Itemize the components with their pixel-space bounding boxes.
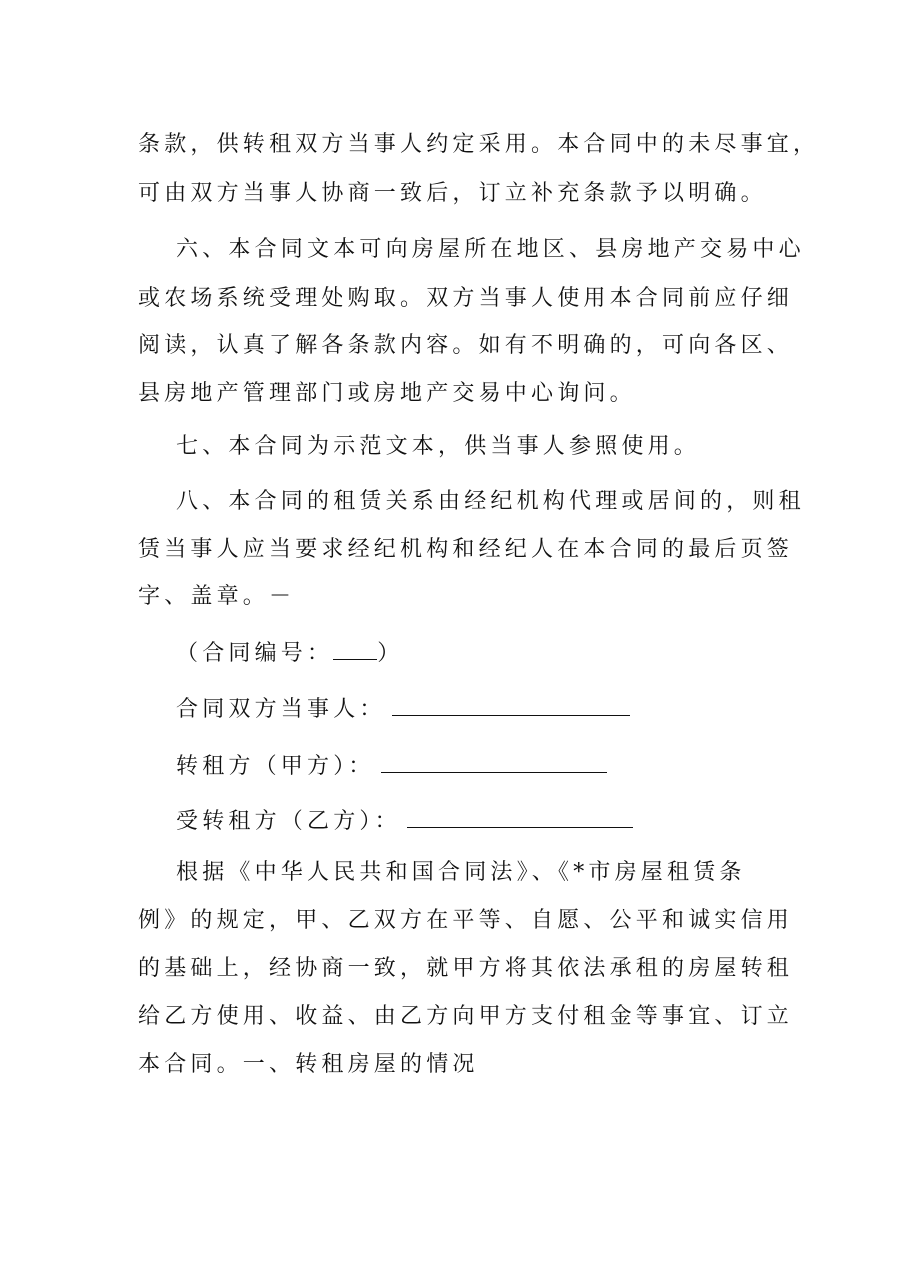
paragraph-line: 阅读，认真了解各条款内容。如有不明确的，可向各区、 <box>138 333 794 358</box>
lessor-line <box>176 750 607 781</box>
clause-eight-line: 八、本合同的租赁关系由经纪机构代理或居间的，则租 <box>176 489 805 514</box>
parties-label: 合同双方当事人： <box>176 697 386 722</box>
lessor-label: 转租方（甲方）： <box>176 754 375 779</box>
paragraph-line: 给乙方使用、收益、由乙方向甲方支付租金等事宜、订立 <box>138 1004 794 1029</box>
contract-number-suffix: ） <box>377 641 404 666</box>
paragraph-line: 例》的规定，甲、乙双方在平等、自愿、公平和诚实信用 <box>138 908 794 933</box>
clause-seven-line: 七、本合同为示范文本，供当事人参照使用。 <box>176 434 701 459</box>
parties-line <box>176 693 630 724</box>
paragraph-line: 可由双方当事人协商一致后，订立补充条款予以明确。 <box>138 181 767 206</box>
contract-number-prefix: （合同编号： <box>176 641 334 666</box>
clause-six-line: 六、本合同文本可向房屋所在地区、县房地产交易中心 <box>176 237 805 262</box>
contract-number-line <box>176 637 403 668</box>
paragraph-line: 条款，供转租双方当事人约定采用。本合同中的未尽事宜， <box>138 132 820 157</box>
paragraph-line: 或农场系统受理处购取。双方当事人使用本合同前应仔细 <box>138 286 794 311</box>
lessee-label: 受转租方（乙方）： <box>176 809 401 834</box>
paragraph-line: 的基础上，经协商一致，就甲方将其依法承租的房屋转租 <box>138 956 794 981</box>
paragraph-line: 本合同。一、转租房屋的情况 <box>138 1052 479 1077</box>
paragraph-line: 字、盖章。－ <box>138 584 296 609</box>
paragraph-line: 赁当事人应当要求经纪机构和经纪人在本合同的最后页签 <box>138 537 794 562</box>
lessor-blank[interactable] <box>381 750 607 773</box>
parties-blank[interactable] <box>392 693 630 716</box>
lessee-blank[interactable] <box>407 805 633 828</box>
body-paragraph-line: 根据《中华人民共和国合同法》、《*市房屋租赁条 <box>176 860 746 885</box>
lessee-line <box>176 805 633 836</box>
contract-number-blank[interactable] <box>333 637 377 660</box>
paragraph-line: 县房地产管理部门或房地产交易中心询问。 <box>138 381 636 406</box>
